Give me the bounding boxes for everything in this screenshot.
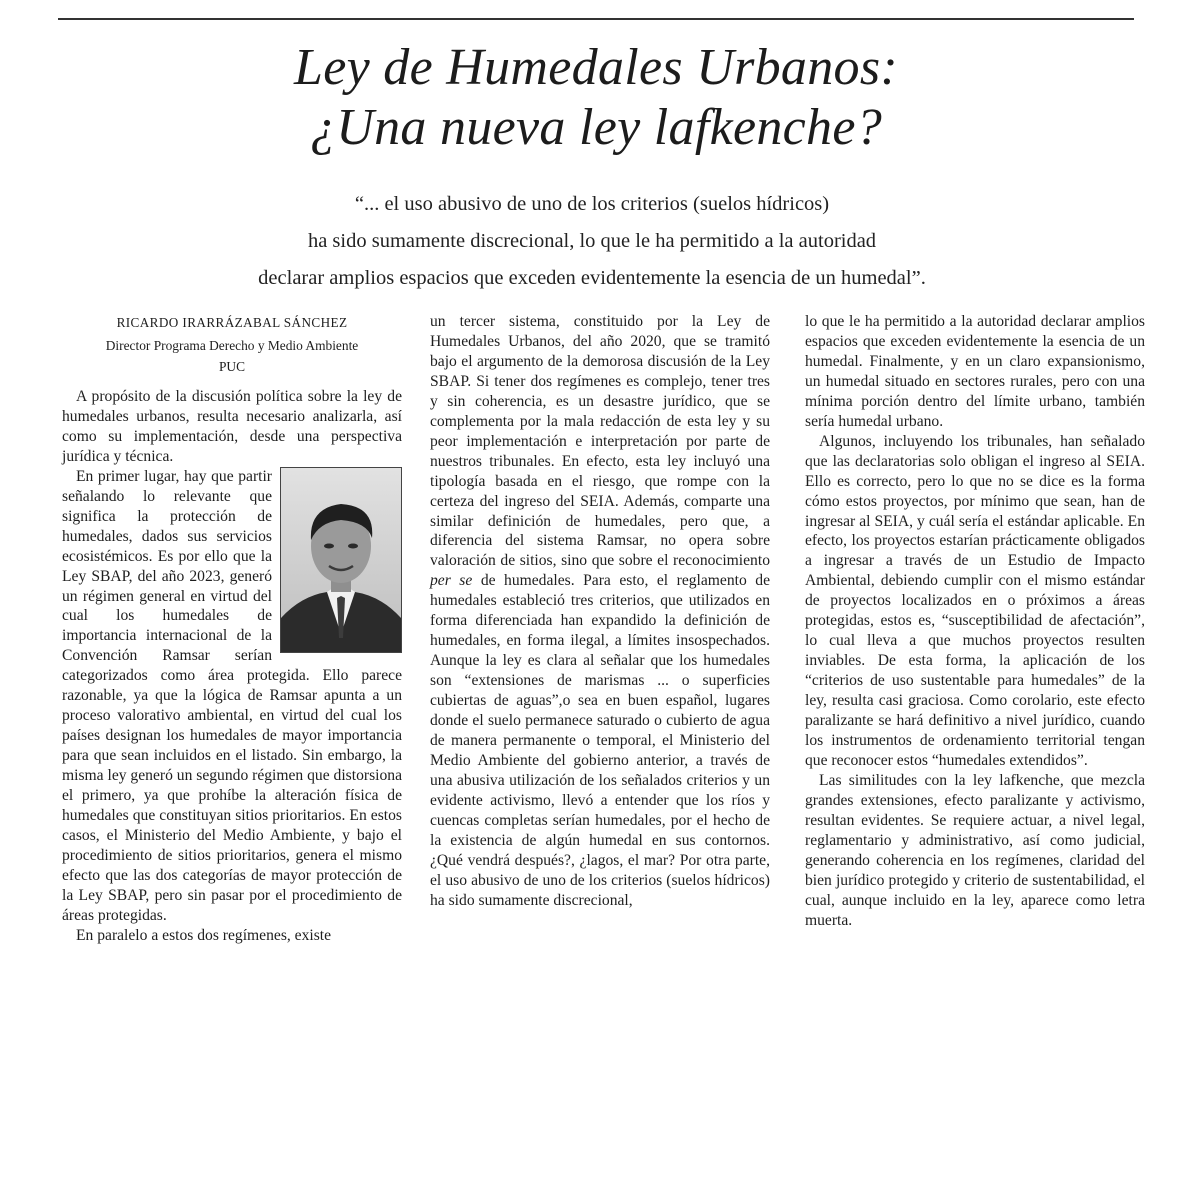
author-photo [280, 467, 402, 653]
paragraph-5: Las similitudes con la ley lafkenche, que mezcla grandes extensiones, efecto paralizante y activismo, resultan evidentes. Se requiere actuar, a nivel legal, reglamentario y administrativo, así como judicial, generando coherencia en los regímenes, claridad del bien jurídico protegido y criterio de sustentabilidad, el cual, aunque incluido en la ley, aparece como letra muerta. [805, 771, 1145, 929]
author-role: Director Programa Derecho y Medio Ambiente [105, 338, 359, 353]
top-rule [58, 18, 1134, 20]
pull-quote-line-2: ha sido sumamente discrecional, lo que le ha permitido a la autoridad [307, 230, 877, 252]
paragraph-3-part-b: de humedales. Para esto, el reglamento de humedales estableció tres criterios, que utilizados en forma diferenciada han expandido la definición de humedales, en forma ilegal, a límites insospechados. Aunque la ley es clara al señalar que los humedales son “extensiones de marismas ... o superficies cubiertas de aguas”,o sea en buen español, lugares donde el suelo permanece saturado o cubierto de agua de manera permanente o temporal, el Ministerio del Medio Ambiente del gobierno anterior, a través de una abusiva utilización de los señalados criterios y un evidente activismo, llevó a entender que los ríos y cuencas completas serían humedales, por el hecho de la existencia de algún humedal en sus contornos. ¿Qué vendrá después?, ¿lagos, el mar? Por otra parte, el uso abusivo de uno de los criterios (suelos hídricos) ha sido sumamente discrecional, [430, 572, 770, 909]
column-1 [62, 312, 402, 946]
author-affiliation: PUC [218, 359, 246, 374]
column-2 [430, 312, 770, 911]
byline [62, 312, 402, 377]
pull-quote-line-3: declarar amplios espacios que exceden evidentemente la esencia de un humedal”. [258, 267, 926, 289]
headline-line-2: ¿Una nueva ley lafkenche? [309, 99, 883, 156]
author-portrait-icon [281, 468, 401, 652]
pull-quote [80, 186, 1104, 297]
column-3 [805, 312, 1145, 931]
paragraph-3-end: lo que le ha permitido a la autoridad declarar amplios espacios que exceden evidentemente la esencia de un humedal. Finalmente, y en un claro expansionismo, un humedal situado en sectores rurales, pero con una mínima porción dentro del límite urbano, también sería humedal urbano. [805, 313, 1145, 430]
paragraph-3-continued [430, 312, 770, 911]
paragraph-3-start: En paralelo a estos dos regímenes, existe [76, 926, 332, 944]
paragraph-2: En primer lugar, hay que partir señalando lo relevante que significa la protección de humedales, dados sus servicios ecosistémicos. Es por ello que la Ley SBAP, del año 2023, generó un régimen general en virtud del cual los humedales de importancia internacional de la Convención Ramsar serían categorizados como área protegida. Ello parece razonable, ya que la lógica de Ramsar apunta a un proceso valorativo ambiental, en virtud del cual los países designan los humedales de mayor importancia para que sean incluidos en el listado. Sin embargo, la misma ley generó un segundo régimen que distorsiona el primero, ya que prohíbe la alteración física de humedales que constituyan sitios prioritarios. En estos casos, el Ministerio del Medio Ambiente, y bajo el procedimiento de sitios prioritarios, genera el mismo efecto que las dos categorías de mayor protección de la Ley SBAP, pero sin pasar por el procedimiento de áreas protegidas. [62, 467, 402, 924]
per-se-italic: per se [430, 572, 473, 590]
paragraph-3-part-a: un tercer sistema, constituido por la Ley de Humedales Urbanos, del año 2020, que se tramitó bajo el argumento de la demorosa discusión de la Ley SBAP. Si tener dos regímenes es complejo, tener tres y sin coherencia, es un desastre jurídico, que se complementa por la mala redacción de esta ley y su peor implementación e interpretación por parte de nuestros tribunales. En efecto, esta ley incluyó una tipología basada en el riesgo, que rompe con la certeza del ingreso del SEIA. Además, comparte una similar definición de humedales, pero que, a diferencia del sistema Ramsar, no opera sobre valoración de sitios, sino que sobre el reconocimiento [430, 313, 770, 570]
paragraph-4: Algunos, incluyendo los tribunales, han señalado que las declaratorias solo obligan el ingreso al SEIA. Ello es correcto, pero lo que no se dice es la forma cómo estos proyectos, por mínimo que sean, han de ingresar al SEIA, y cuál sería el estándar aplicable. En efecto, los proyectos estarían prácticamente obligados a ingresar a través de un Estudio de Impacto Ambiental, debiendo cumplir con el mismo estándar de proyectos localizados en o próximos a áreas protegidas, estos es, “susceptibilidad de afectación”, lo cual lleva a que muchos proyectos resulten inviables. De esta forma, la aplicación de los “criterios de uso sustentable para humedales” de la ley, resulta casi graciosa. Como corolario, este efecto paralizante se hará definitivo a nivel jurídico, cuando los instrumentos de ordenamiento territorial tengan que reconocer estos “humedales extendidos”. [805, 432, 1145, 769]
headline [58, 38, 1134, 158]
pull-quote-line-1: “... el uso abusivo de uno de los criterios (suelos hídricos) [354, 193, 830, 215]
author-name: RICARDO IRARRÁZABAL SÁNCHEZ [116, 315, 348, 330]
paragraph-1: A propósito de la discusión política sobre la ley de humedales urbanos, resulta necesario analizarla, así como su implementación, desde una perspectiva jurídica y técnica. [62, 388, 402, 465]
headline-line-1: Ley de Humedales Urbanos: [294, 39, 898, 96]
